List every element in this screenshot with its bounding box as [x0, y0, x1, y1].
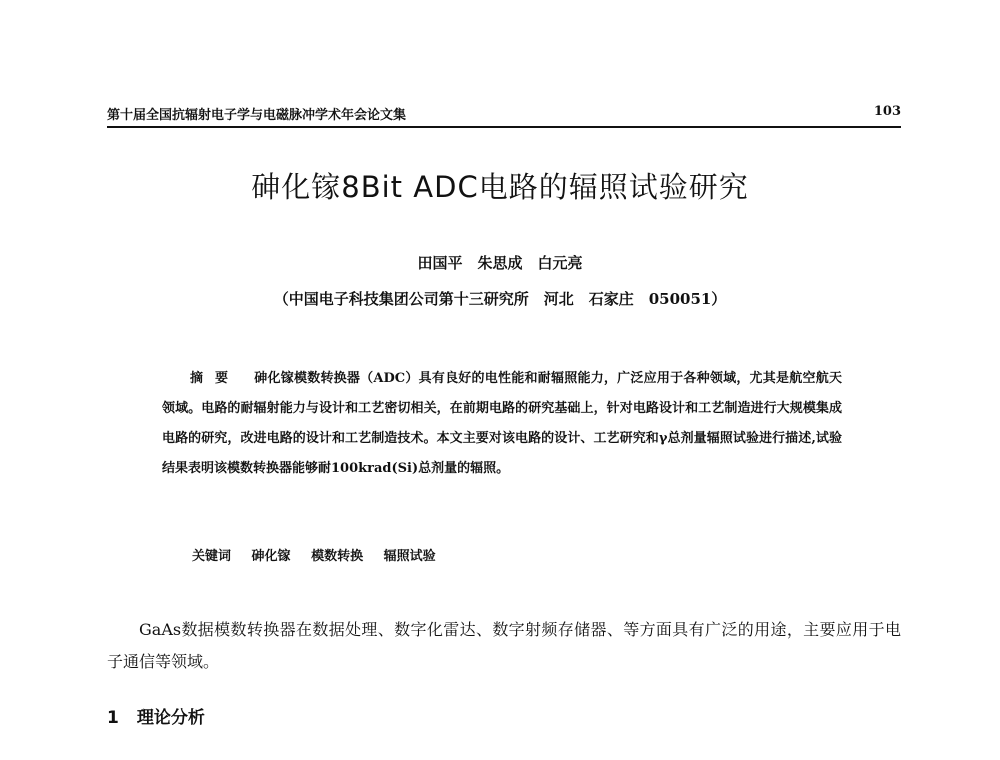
- paper-title: 砷化镓8Bit ADC电路的辐照试验研究: [251, 170, 749, 204]
- journal-title: 第十届全国抗辐射电子学与电磁脉冲学术年会论文集: [107, 108, 407, 123]
- section-heading: [107, 703, 205, 728]
- abstract: [162, 364, 842, 484]
- keywords: [192, 545, 436, 564]
- keyword: 砷化镓: [251, 549, 291, 564]
- running-header: [107, 104, 901, 128]
- intro-paragraph: GaAs数据模数转换器在数据处理、数字化雷达、数字射频存储器、等方面具有广泛的用途，主要应用于电子通信等领域。: [107, 620, 901, 671]
- keywords-label: 关键词: [192, 549, 232, 564]
- keyword: 辐照试验: [383, 549, 436, 564]
- section-title: 理论分析: [136, 708, 205, 728]
- affiliation: （中国电子科技集团公司第十三研究所 河北 石家庄 050051）: [273, 290, 727, 308]
- page-number: 103: [873, 104, 901, 119]
- abstract-label: 摘要: [190, 371, 241, 386]
- abstract-text: 砷化镓模数转换器（ADC）具有良好的电性能和耐辐照能力，广泛应用于各种领域，尤其是航空航天领域。电路的耐辐射能力与设计和工艺密切相关，在前期电路的研究基础上，针对电路设计和工艺制造进行大规模集成电路的研究，改进电路的设计和工艺制造技术。本文主要对该电路的设计、工艺研究和γ总剂量辐照试验进行描述,试验结果表明该模数转换器能够耐100krad(Si)总剂量的辐照。: [162, 371, 842, 476]
- keyword: 模数转换: [311, 549, 364, 564]
- authors: 田国平 朱思成 白元亮: [417, 254, 583, 272]
- section-number: 1: [107, 708, 119, 728]
